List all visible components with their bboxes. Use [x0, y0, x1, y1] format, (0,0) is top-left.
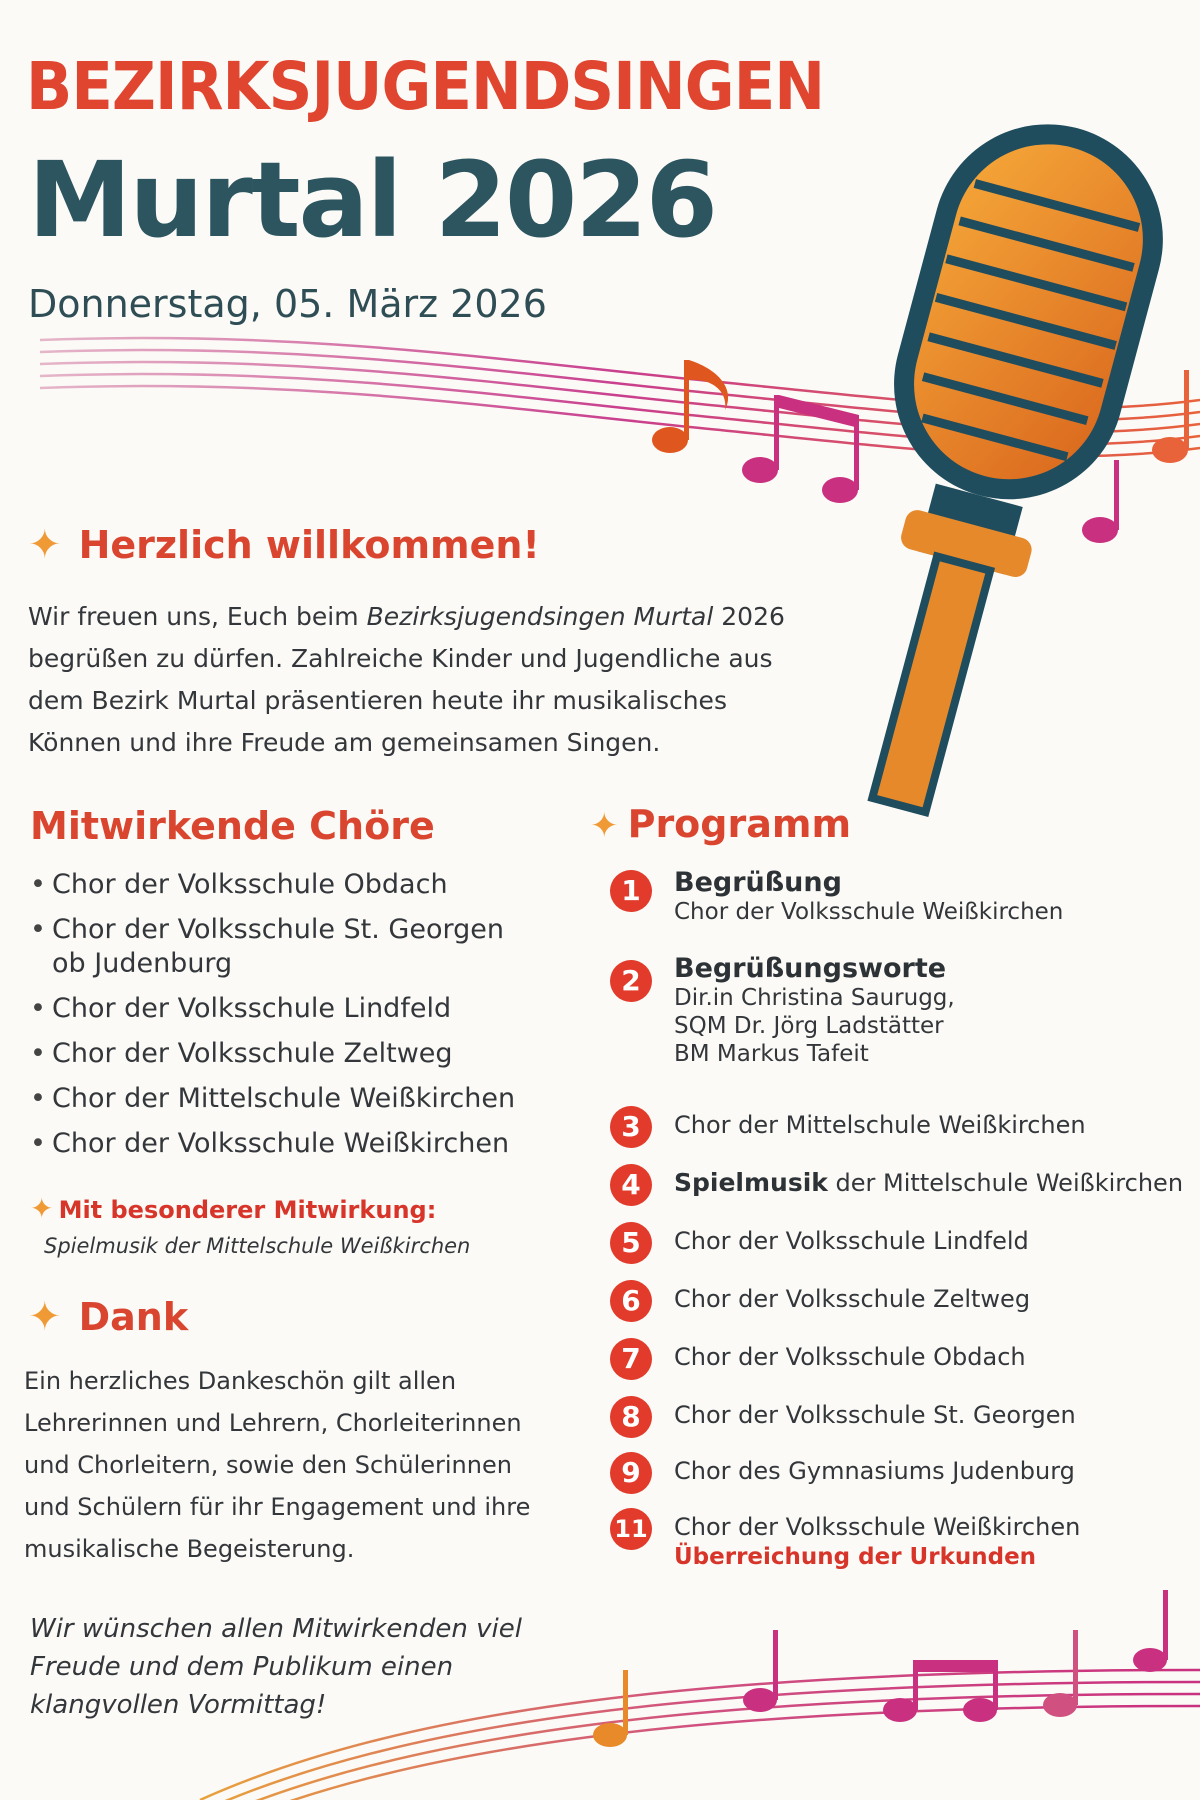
thanks-heading: ✦ Dank [28, 1294, 189, 1340]
thanks-text: Ein herzliches Dankeschön gilt allen Lehrerinnen und Lehrern, Chorleiterinnen und Chorleitern, sowie den Schülerinnen und Schülern für ihr Engagement und ihre musikalische Begeisterung. [24, 1367, 531, 1563]
welcome-text: Wir freuen uns, Euch beim Bezirksjugendsingen Murtal 2026 begrüßen zu dürfen. Zahlreiche Kinder und Jugendliche aus dem Bezirk Murtal präsentieren heute ihr musikalisches Können und ihre Freude am gemeinsamen Singen. [28, 602, 785, 757]
program-heading: ✦ Programm [590, 802, 852, 846]
music-staff-bottom [0, 1560, 1200, 1800]
list-item: • Chor der Mittelschule Weißkirchen [30, 1082, 530, 1116]
list-item: • Chor der Volksschule Weißkirchen [30, 1127, 530, 1161]
microphone-illustration [830, 100, 1190, 860]
list-item: • Chor der Volksschule Zeltweg [30, 1037, 530, 1071]
welcome-heading: ✦ Herzlich willkommen! [28, 522, 540, 568]
special-heading: ✦ Mit besonderer Mitwirkung: [30, 1192, 437, 1225]
event-title: BEZIRKSJUGENDSINGEN [26, 48, 825, 125]
sparkle-icon: ✦ [590, 806, 619, 846]
event-date: Donnerstag, 05. März 2026 [28, 282, 547, 326]
closing-text: Wir wünschen allen Mitwirkenden viel Freude und dem Publikum einen klangvollen Vormittag! [30, 1614, 522, 1720]
sparkle-icon: ✦ [28, 1294, 62, 1340]
choir-list [30, 868, 530, 1172]
sparkle-icon: ✦ [28, 522, 62, 568]
list-item: • Chor der Volksschule St. Georgen ob Judenburg [30, 913, 530, 981]
sparkle-icon: ✦ [30, 1192, 54, 1225]
program-list: 1 Begrüßung Chor der Volksschule Weißkirchen 2 Begrüßungsworte Dir.in Christina Saurugg, SQM Dr. Jörg Ladstätter BM Markus Tafeit 3 Chor der Mittelschule Weißkirchen 4 Spielmusik der Mittelschule Weißkirchen 5 Chor der Volksschule Lindfeld 6 Chor der Volksschule Zeltweg 7 Chor der Volksschule Obdach 8 Chor der Volksschule St. Georgen 9 Chor des Gymnasiums Judenburg 11 Chor der Volksschule Weißkirchen Überreichung der Urkunden [610, 870, 1190, 1590]
list-item: • Chor der Volksschule Lindfeld [30, 992, 530, 1026]
event-subtitle: Murtal 2026 [28, 139, 717, 261]
list-item: • Chor der Volksschule Obdach [30, 868, 530, 902]
special-text: Spielmusik der Mittelschule Weißkirchen [44, 1234, 471, 1258]
choirs-heading: Mitwirkende Chöre [30, 804, 435, 848]
